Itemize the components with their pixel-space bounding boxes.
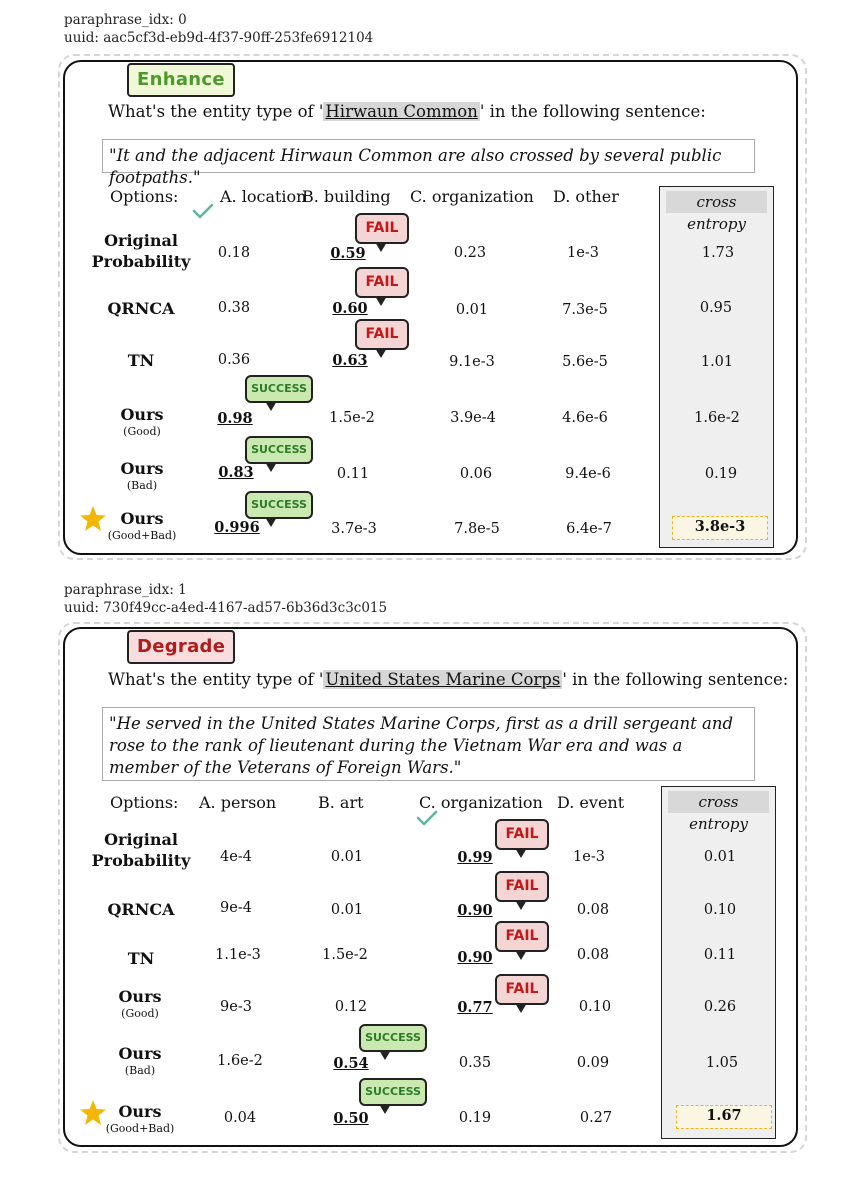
row-label: Ours (Good) — [118, 987, 162, 1020]
cross-entropy-value: 0.19 — [704, 466, 738, 482]
best-cross-entropy-value: 1.67 — [676, 1105, 772, 1129]
options-label: Options: — [110, 793, 179, 812]
cross-entropy-value: 1.01 — [700, 354, 734, 370]
option-a: A. person — [199, 793, 277, 812]
prob-value: 7.3e-5 — [562, 302, 608, 318]
prob-value: 0.19 — [458, 1110, 492, 1126]
prob-value: 0.36 — [217, 352, 251, 368]
cross-entropy-header: cross entropy — [666, 191, 767, 213]
prob-value: 0.83 — [218, 464, 254, 481]
prob-value: 0.10 — [578, 999, 612, 1015]
best-cross-entropy-value: 3.8e-3 — [672, 516, 768, 540]
options-label: Options: — [110, 187, 179, 206]
prob-value: 0.60 — [332, 300, 368, 317]
cross-entropy-value: 0.95 — [699, 300, 733, 316]
prob-value: 7.8e-5 — [454, 521, 500, 537]
fail-badge: FAIL — [355, 319, 409, 350]
cross-entropy-value: 0.10 — [703, 902, 737, 918]
prob-value: 0.06 — [459, 466, 493, 482]
prob-value: 0.50 — [333, 1110, 369, 1127]
prob-value: 6.4e-7 — [566, 521, 612, 537]
cross-entropy-value: 0.26 — [703, 999, 737, 1015]
prob-value: 1e-3 — [567, 245, 599, 261]
option-a: A. location — [220, 187, 307, 206]
prob-value: 0.18 — [217, 245, 251, 261]
prob-value: 1.5e-2 — [329, 410, 375, 426]
success-badge: SUCCESS — [245, 491, 313, 519]
question: What's the entity type of ' Hirwaun Common ' in the following sentence: — [108, 102, 706, 121]
cross-entropy-value: 1.6e-2 — [694, 410, 740, 426]
option-c: C. organization — [410, 187, 534, 206]
row-label: Ours (Bad) — [120, 459, 164, 492]
prob-value: 0.11 — [336, 466, 370, 482]
prob-value: 0.27 — [579, 1110, 613, 1126]
prob-value: 1.5e-2 — [322, 947, 368, 963]
prob-value: 0.01 — [330, 902, 364, 918]
prob-value: 0.63 — [332, 352, 368, 369]
prob-value: 1.6e-2 — [217, 1053, 263, 1069]
option-d: D. event — [557, 793, 625, 812]
prob-value: 0.38 — [217, 300, 251, 316]
prob-value: 0.04 — [223, 1110, 257, 1126]
row-label: Ours (Good+Bad) — [105, 1102, 175, 1135]
prob-value: 0.23 — [453, 245, 487, 261]
row-label: TN — [127, 949, 155, 968]
prob-value: 0.12 — [334, 999, 368, 1015]
paraphrase-idx-label: paraphrase_idx: 1 — [64, 582, 187, 598]
fail-badge: FAIL — [495, 974, 549, 1005]
prob-value: 5.6e-5 — [562, 354, 608, 370]
success-badge: SUCCESS — [359, 1024, 427, 1052]
prob-value: 0.08 — [576, 902, 610, 918]
row-label: Ours (Good) — [120, 405, 164, 438]
uuid-label: uuid: 730f49cc-a4ed-4167-ad57-6b36d3c3c015 — [64, 600, 388, 616]
row-label: Original Probability — [91, 830, 191, 870]
prob-value: 0.01 — [330, 849, 364, 865]
option-d: D. other — [553, 187, 619, 206]
prob-value: 0.08 — [576, 947, 610, 963]
row-label: Original Probability — [91, 231, 191, 271]
uuid-label: uuid: aac5cf3d-eb9d-4f37-90ff-253fe6912104 — [64, 30, 374, 46]
prob-value: 0.01 — [455, 302, 489, 318]
example-card — [63, 60, 798, 555]
cross-entropy-value: 1.73 — [701, 245, 735, 261]
check-icon — [192, 203, 214, 221]
cross-entropy-value: 0.11 — [703, 947, 737, 963]
prob-value: 0.54 — [333, 1055, 369, 1072]
degrade-tag: Degrade — [127, 630, 235, 664]
cross-entropy-header: cross entropy — [668, 791, 769, 813]
entity-highlight: Hirwaun Common — [325, 102, 478, 121]
paraphrase-idx-label: paraphrase_idx: 0 — [64, 12, 187, 28]
enhance-tag: Enhance — [127, 63, 235, 97]
row-label: QRNCA — [107, 900, 175, 919]
prob-value: 3.7e-3 — [331, 521, 377, 537]
prob-value: 3.9e-4 — [450, 410, 496, 426]
prob-value: 0.99 — [457, 849, 493, 866]
fail-badge: FAIL — [495, 871, 549, 902]
fail-badge: FAIL — [495, 921, 549, 952]
prob-value: 9.1e-3 — [449, 354, 495, 370]
prob-value: 9e-3 — [220, 999, 252, 1015]
star-icon — [79, 505, 107, 532]
sentence-box: "It and the adjacent Hirwaun Common are also crossed by several public footpaths." — [102, 139, 755, 173]
option-b: B. art — [318, 793, 364, 812]
prob-value: 0.77 — [457, 999, 493, 1016]
cross-entropy-value: 1.05 — [705, 1055, 739, 1071]
prob-value: 0.09 — [576, 1055, 610, 1071]
example-card — [63, 627, 798, 1147]
prob-value: 0.35 — [458, 1055, 492, 1071]
row-label: Ours (Bad) — [118, 1044, 162, 1077]
row-label: TN — [127, 351, 155, 370]
prob-value: 4.6e-6 — [562, 410, 608, 426]
question: What's the entity type of ' United States Marine Corps ' in the following sentence: — [108, 670, 789, 689]
prob-value: 1e-3 — [573, 849, 605, 865]
check-icon — [416, 810, 438, 828]
option-c: C. organization — [419, 793, 543, 812]
prob-value: 0.90 — [457, 902, 493, 919]
fail-badge: FAIL — [355, 267, 409, 298]
success-badge: SUCCESS — [245, 375, 313, 403]
prob-value: 9.4e-6 — [565, 466, 611, 482]
prob-value: 0.98 — [217, 410, 253, 427]
star-icon — [79, 1099, 107, 1126]
sentence-box: "He served in the United States Marine Corps, first as a drill sergeant and rose to the rank of lieutenant during the Vietnam War era and was a member of the Veterans of Foreign Wars." — [102, 707, 755, 781]
fail-badge: FAIL — [495, 819, 549, 850]
cross-entropy-value: 0.01 — [703, 849, 737, 865]
prob-value: 0.90 — [457, 949, 493, 966]
success-badge: SUCCESS — [245, 436, 313, 464]
prob-value: 0.59 — [330, 245, 366, 262]
option-b: B. building — [302, 187, 391, 206]
row-label: QRNCA — [107, 299, 175, 318]
prob-value: 9e-4 — [220, 900, 252, 916]
prob-value: 1.1e-3 — [215, 947, 261, 963]
prob-value: 4e-4 — [220, 849, 252, 865]
fail-badge: FAIL — [355, 213, 409, 244]
success-badge: SUCCESS — [359, 1078, 427, 1106]
prob-value: 0.996 — [214, 519, 260, 536]
row-label: Ours (Good+Bad) — [107, 509, 177, 542]
entity-highlight: United States Marine Corps — [325, 670, 561, 689]
